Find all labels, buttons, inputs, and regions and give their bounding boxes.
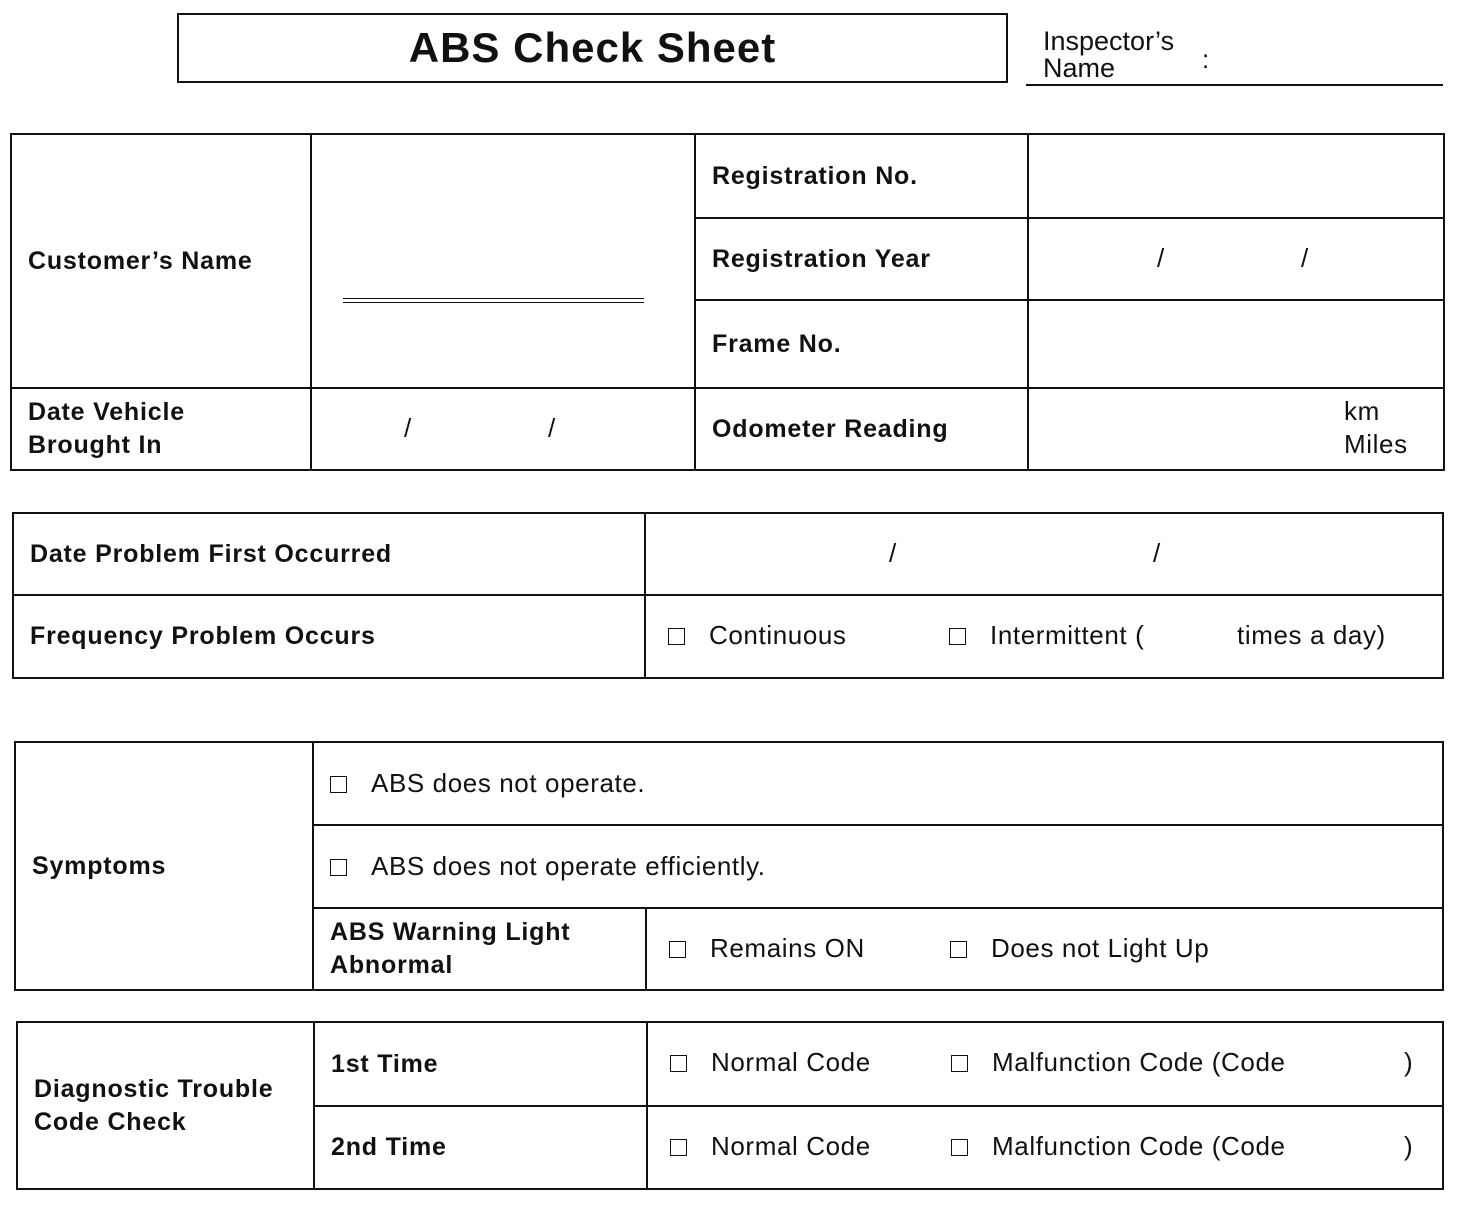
odometer-field[interactable] <box>1028 388 1444 470</box>
dtc-row-options <box>647 1106 1443 1189</box>
dtc-row-options <box>647 1022 1443 1106</box>
symptoms-label: Symptoms <box>15 742 313 990</box>
customer-name-underline <box>343 298 644 303</box>
frequency-options <box>645 595 1443 678</box>
dtc-row-label: 1st Time <box>314 1022 647 1106</box>
date-first-occurred-field[interactable] <box>645 513 1443 595</box>
symptoms-table <box>14 741 1444 991</box>
frame-no-label: Frame No. <box>695 300 1028 388</box>
date-separator: / <box>404 413 412 443</box>
inspector-colon: : <box>1202 44 1210 74</box>
date-separator: / <box>548 413 556 443</box>
malfunction-code-checkbox[interactable] <box>951 1139 968 1156</box>
not-operate-checkbox[interactable] <box>330 776 347 793</box>
dtc-table <box>16 1021 1444 1190</box>
frequency-label: Frequency Problem Occurs <box>13 595 645 678</box>
unit-km: km <box>1344 396 1380 426</box>
malfunction-code-checkbox[interactable] <box>951 1055 968 1072</box>
registration-year-field[interactable] <box>1028 218 1444 300</box>
registration-no-label: Registration No. <box>695 134 1028 218</box>
page-title: ABS Check Sheet <box>177 13 1008 83</box>
malfunction-code-option[interactable]: Malfunction Code (Code <box>951 1131 1286 1162</box>
normal-code-checkbox[interactable] <box>670 1055 687 1072</box>
normal-code-option[interactable]: Normal Code <box>670 1131 871 1162</box>
symptom-not-efficient[interactable]: ABS does not operate efficiently. <box>313 825 1443 908</box>
normal-code-option[interactable]: Normal Code <box>670 1047 871 1078</box>
problem-table <box>12 512 1444 679</box>
intermittent-option[interactable]: Intermittent ( <box>949 620 1144 651</box>
intermittent-checkbox[interactable] <box>949 628 966 645</box>
dtc-row-label: 2nd Time <box>314 1106 647 1189</box>
continuous-checkbox[interactable] <box>668 628 685 645</box>
remains-on-checkbox[interactable] <box>669 941 686 958</box>
date-separator: / <box>1157 243 1165 273</box>
odometer-units <box>1344 395 1408 461</box>
not-light-up-checkbox[interactable] <box>950 941 967 958</box>
odometer-label: Odometer Reading <box>695 388 1028 470</box>
date-separator: / <box>1153 538 1161 568</box>
date-brought-in-label: Date Vehicle Brought In <box>11 388 311 470</box>
code-close-paren: ) <box>1404 1047 1414 1077</box>
date-separator: / <box>1301 243 1309 273</box>
remains-on-option[interactable]: Remains ON <box>669 933 865 964</box>
registration-no-field[interactable] <box>1028 134 1444 218</box>
customer-name-label: Customer’s Name <box>11 134 311 388</box>
warning-light-label: ABS Warning Light Abnormal <box>313 908 646 990</box>
date-separator: / <box>889 538 897 568</box>
not-efficient-checkbox[interactable] <box>330 859 347 876</box>
times-a-day-label: times a day) <box>1237 620 1386 650</box>
inspector-name-field[interactable] <box>1026 84 1443 86</box>
continuous-option[interactable]: Continuous <box>668 620 847 651</box>
unit-miles: Miles <box>1344 429 1408 459</box>
date-first-occurred-label: Date Problem First Occurred <box>13 513 645 595</box>
malfunction-code-option[interactable]: Malfunction Code (Code <box>951 1047 1286 1078</box>
vehicle-info-table <box>10 133 1445 471</box>
frame-no-field[interactable] <box>1028 300 1444 388</box>
date-brought-in-field[interactable] <box>311 388 695 470</box>
inspector-name-label: Inspector’s Name <box>1043 26 1175 83</box>
not-light-up-option[interactable]: Does not Light Up <box>950 933 1209 964</box>
dtc-label: Diagnostic Trouble Code Check <box>17 1022 314 1189</box>
registration-year-label: Registration Year <box>695 218 1028 300</box>
normal-code-checkbox[interactable] <box>670 1139 687 1156</box>
code-close-paren: ) <box>1404 1131 1414 1161</box>
customer-name-field[interactable] <box>311 134 695 388</box>
warning-light-options <box>646 908 1443 990</box>
symptom-not-operate[interactable]: ABS does not operate. <box>313 742 1443 825</box>
